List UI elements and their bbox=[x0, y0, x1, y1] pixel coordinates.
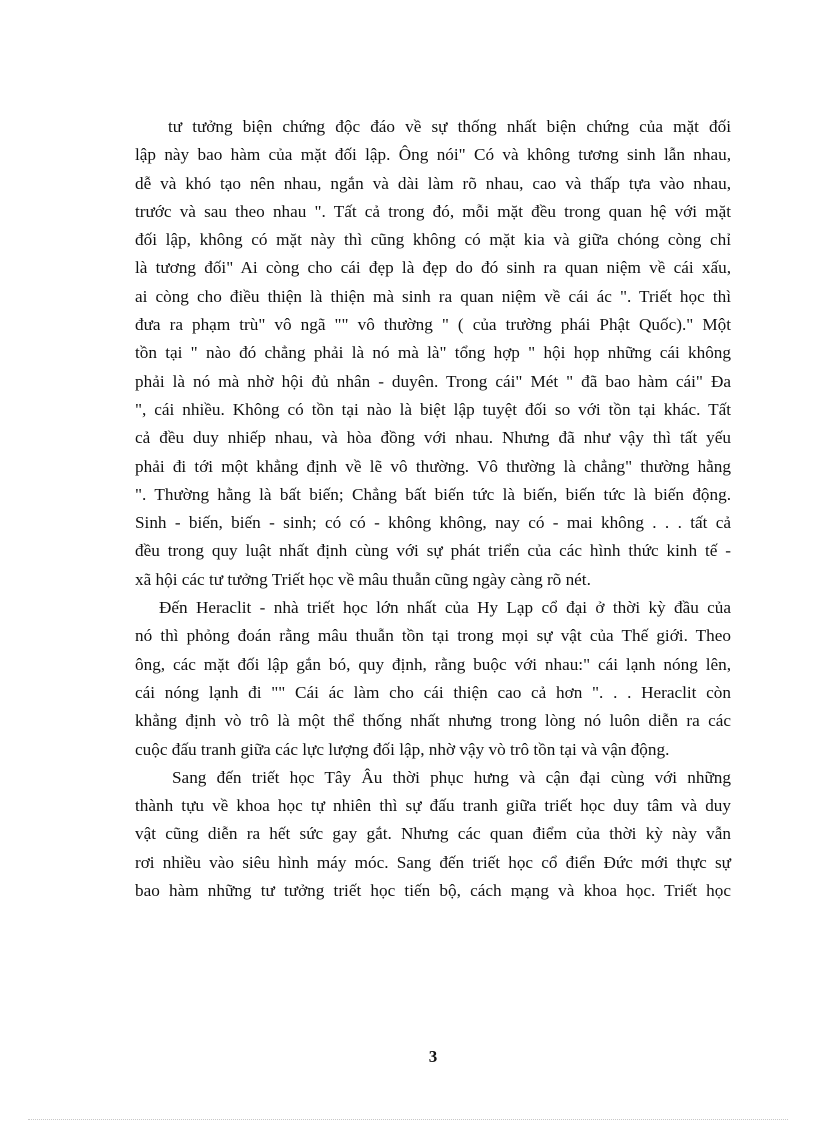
text-line: cả đều duy nhiếp nhau, và hòa đồng với nhau. Nhưng đã như vậy thì tất yếu bbox=[135, 428, 731, 448]
body-text bbox=[135, 113, 731, 905]
text-line: phải là nó mà nhờ hội đủ nhân - duyên. Trong cái" Mét " đã bao hàm cái" Đa bbox=[135, 371, 731, 391]
text-line: lập này bao hàm của mặt đối lập. Ông nói" Có và không tương sinh lẫn nhau, bbox=[135, 145, 731, 165]
text-line: cuộc đấu tranh giữa các lực lượng đối lập, nhờ vậy vò trô tồn tại và vận động. bbox=[135, 739, 670, 759]
text-line: là tương đối" Ai còng cho cái đẹp là đẹp do đó sinh ra quan niệm về cái xấu, bbox=[135, 258, 731, 278]
text-line: ông, các mặt đối lập gắn bó, quy định, rằng buộc với nhau:" cái lạnh nóng lên, bbox=[135, 654, 731, 674]
text-line: đối lập, không có mặt này thì cũng không có mặt kia và giữa chóng còng chỉ bbox=[135, 230, 731, 250]
text-line: Sang đến triết học Tây Âu thời phục hưng và cận đại cùng với những bbox=[172, 767, 731, 787]
paragraph-1 bbox=[135, 113, 731, 594]
paragraph-3 bbox=[135, 764, 731, 905]
text-line: tư tưởng biện chứng độc đáo về sự thống nhất biện chứng của mặt đối bbox=[168, 117, 731, 136]
paragraph-2 bbox=[135, 594, 731, 764]
text-line: thành tựu về khoa học tự nhiên thì sự đấu tranh giữa triết học duy tâm và duy bbox=[135, 796, 731, 816]
text-line: rơi nhiều vào siêu hình máy móc. Sang đến triết học cổ điển Đức mới thực sự bbox=[135, 852, 731, 872]
text-line: vật cũng diễn ra hết sức gay gắt. Nhưng các quan điểm của thời kỳ này vẫn bbox=[135, 824, 731, 844]
text-line: cái nóng lạnh đi "" Cái ác làm cho cái thiện cao cả hơn ". . . Heraclit còn bbox=[135, 682, 731, 702]
text-line: đều trong quy luật nhất định cùng với sự phát triển của các hình thức kinh tế - bbox=[135, 541, 731, 561]
text-line: ai còng cho điều thiện là thiện mà sinh ra quan niệm về cái ác ". Triết học thì bbox=[135, 286, 731, 306]
text-line: Đến Heraclit - nhà triết học lớn nhất của Hy Lạp cổ đại ở thời kỳ đầu của bbox=[159, 598, 731, 618]
text-line: ". Thường hằng là bất biến; Chẳng bất biến tức là biến, biến tức là biến động. bbox=[135, 484, 731, 504]
text-line: nó thì phỏng đoán rằng mâu thuẫn tồn tại trong mọi sự vật của Thế giới. Theo bbox=[135, 626, 731, 646]
text-line: đưa ra phạm trù" vô ngã "" vô thường " ( của trường phái Phật Quốc)." Một bbox=[135, 315, 731, 335]
text-line: khẳng định vò trô là một thể thống nhất nhưng trong lòng nó luôn diễn ra các bbox=[135, 711, 731, 731]
text-line: Sinh - biến, biến - sinh; có có - không không, nay có - mai không . . . tất cả bbox=[135, 513, 731, 533]
page-number: 3 bbox=[428, 1047, 438, 1066]
text-line: dễ và khó tạo nên nhau, ngắn và dài làm rõ nhau, cao và thấp tựa vào nhau, bbox=[135, 173, 731, 193]
page-bottom-border bbox=[28, 1119, 788, 1120]
text-line: ", cái nhiều. Không có tồn tại nào là biệt lập tuyệt đối so với tồn tại khác. Tất bbox=[135, 399, 731, 419]
text-line: tồn tại " nào đó chẳng phải là nó mà là" tổng hợp " hội họp những cái không bbox=[135, 343, 731, 363]
text-line: phải đi tới một khẳng định về lẽ vô thường. Vô thường là chẳng" thường hằng bbox=[135, 456, 731, 476]
text-line: xã hội các tư tưởng Triết học về mâu thuẫn cũng ngày càng rõ nét. bbox=[135, 569, 591, 589]
text-line: trước và sau theo nhau ". Tất cả trong đó, mỗi mặt đều trong quan hệ với mặt bbox=[135, 201, 731, 221]
text-line: bao hàm những tư tưởng triết học tiến bộ, cách mạng và khoa học. Triết học bbox=[135, 881, 731, 901]
